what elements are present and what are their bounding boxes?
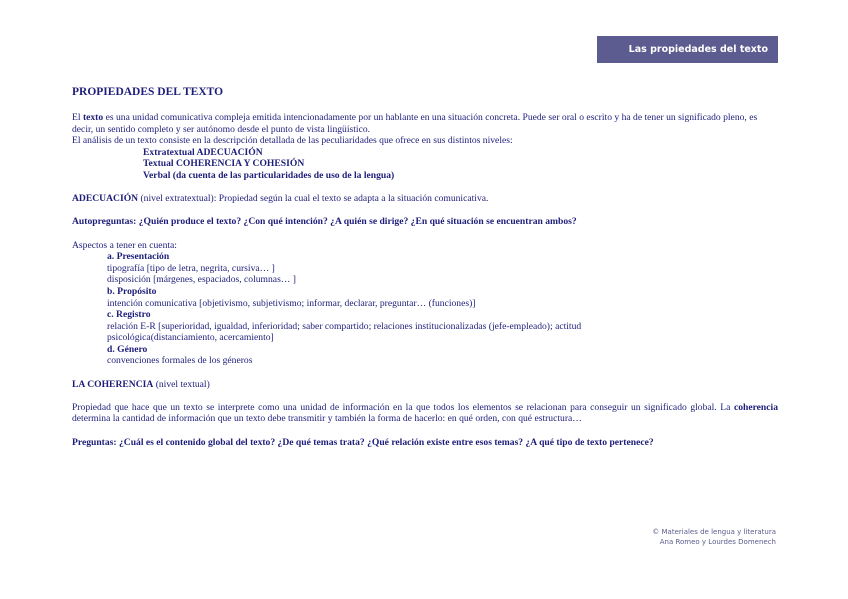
coherencia-definition: Propiedad que hace que un texto se interprete como una unidad de información en la que todos los elementos se relacionan para conseguir un significado global. La coherencia determina la cantidad de información que un texto debe transmitir y también la forma de hacerlo: en qué orden, con qué estructura… (72, 401, 778, 425)
aspects-label: Aspectos a tener en cuenta: (72, 239, 177, 251)
term-coherencia: LA COHERENCIA (72, 378, 154, 390)
preguntas: Preguntas: ¿Cuál es el contenido global del texto? ¿De qué temas trata? ¿Qué relación existe entre esos temas? ¿A qué tipo de texto pertenece? (72, 436, 654, 448)
level-item: Verbal (da cuenta de las particularidades de uso de la lengua) (143, 169, 395, 181)
intro-paragraph: El texto es una unidad comunicativa compleja emitida intencionadamente por un hablante en una situación concreta. Puede ser oral o escrito y ha de tener un significado pleno, es decir, un sentido completo y ser autónomo desde el punto de vista lingüístico. (72, 112, 758, 135)
aspect-item: psicológica(distanciamiento, acercamiento] (107, 332, 274, 344)
aspect-item: disposición [márgenes, espaciados, columnas… ] (107, 274, 296, 286)
aspect-heading: b. Propósito (107, 285, 157, 297)
footer-line: © Materiales de lengua y literatura (652, 528, 776, 536)
aspect-item: tipografía [tipo de letra, negrita, cursiva… ] (107, 262, 275, 274)
term-adecuacion: ADECUACIÓN (72, 193, 139, 205)
autopreguntas: Autopreguntas: ¿Quién produce el texto? ¿Con qué intención? ¿A quién se dirige? ¿En qué situación se encuentran ambos? (72, 216, 577, 228)
aspect-heading: d. Género (107, 343, 148, 355)
aspects-list (107, 251, 778, 367)
footer-line: Ana Romeo y Lourdes Domenech (659, 537, 776, 546)
analysis-paragraph: El análisis de un texto consiste en la descripción detallada de las peculiaridades que ofrece en sus distintos niveles: (72, 135, 513, 147)
term-coherencia-inline: coherencia (733, 401, 778, 413)
aspect-heading: a. Presentación (107, 251, 170, 263)
levels-list (143, 147, 778, 182)
aspect-item: convenciones formales de los géneros (107, 355, 253, 367)
coherencia-heading: LA COHERENCIA (nivel textual) (72, 378, 210, 390)
header-title: Las propiedades del texto (628, 43, 768, 55)
header-banner (597, 36, 778, 63)
term-texto: texto (82, 112, 104, 123)
adecuacion-paragraph: ADECUACIÓN (nivel extratextual): Propiedad según la cual el texto se adapta a la situación comunicativa. (72, 193, 489, 205)
copyright-footer (652, 528, 776, 547)
level-item: Extratextual ADECUACIÓN (143, 146, 263, 158)
aspect-item: relación E-R [superioridad, igualdad, inferioridad; saber compartido; relaciones institucionalizadas (jefe-empleado); actitud (107, 320, 582, 332)
aspect-heading: c. Registro (107, 309, 151, 321)
page-title: PROPIEDADES DEL TEXTO (72, 86, 224, 98)
level-item: Textual COHERENCIA Y COHESIÓN (143, 158, 305, 170)
aspect-item: intención comunicativa [objetivismo, subjetivismo; informar, declarar, preguntar… (funciones)] (107, 297, 476, 309)
document-body (72, 86, 778, 448)
